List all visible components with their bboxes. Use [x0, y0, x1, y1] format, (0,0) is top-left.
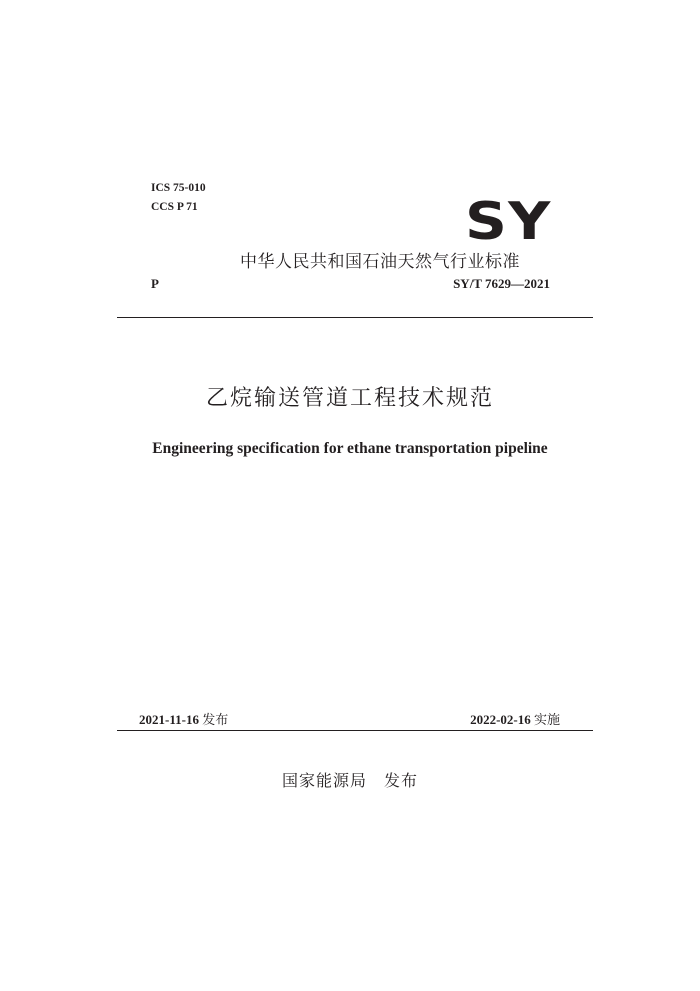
issue-date-label: 发布 — [202, 713, 229, 728]
document-title-english: Engineering specification for ethane transportation pipeline — [152, 440, 548, 457]
standard-number: SY/T 7629—2021 — [453, 276, 550, 291]
issue-date-value: 2021-11-16 — [139, 712, 199, 727]
top-divider — [117, 317, 593, 318]
sy-logo: SY — [465, 192, 552, 252]
standard-category: 中华人民共和国石油天然气行业标准 — [240, 252, 520, 272]
ics-code: ICS 75-010 — [151, 182, 206, 194]
implementation-date-label: 实施 — [533, 713, 560, 728]
classification-code: P — [151, 276, 159, 291]
document-title-chinese: 乙烷输送管道工程技术规范 — [205, 386, 494, 411]
ccs-code: CCS P 71 — [151, 201, 198, 213]
publisher: 国家能源局 发布 — [281, 771, 418, 790]
implementation-date — [470, 709, 560, 728]
issue-date — [139, 709, 228, 728]
bottom-divider — [117, 730, 593, 731]
implementation-date-value: 2022-02-16 — [470, 712, 531, 727]
